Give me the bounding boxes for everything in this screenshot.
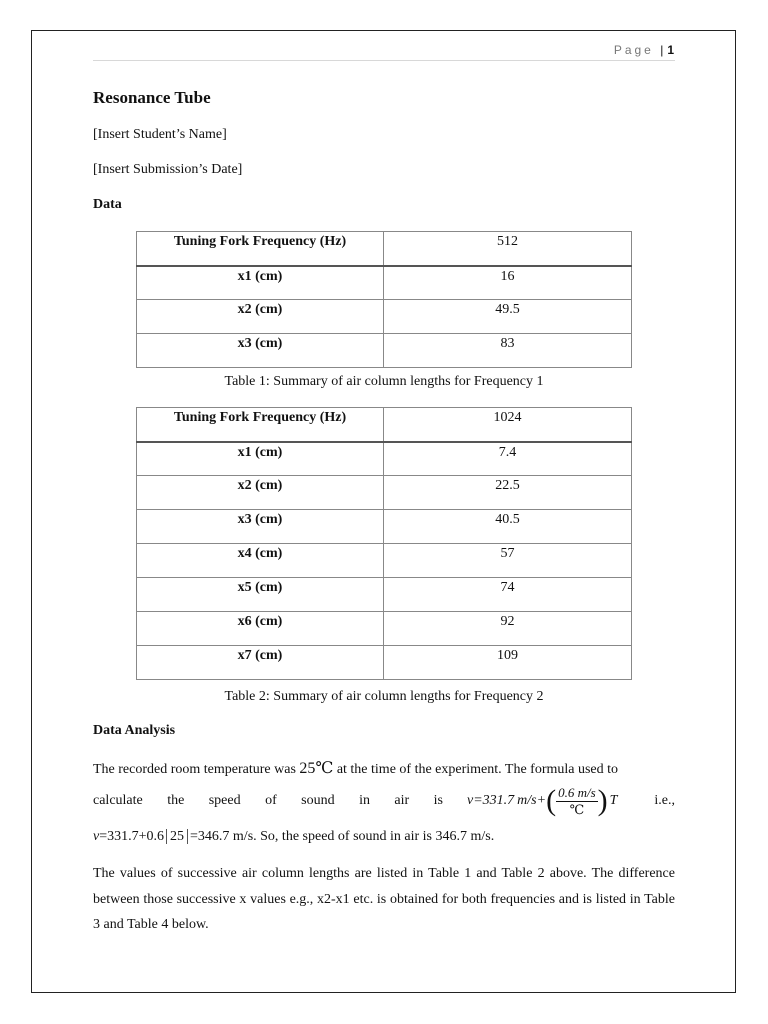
row-value: 16 [384, 266, 632, 300]
row-label: x6 (cm) [137, 612, 384, 646]
row-label: x2 (cm) [137, 300, 384, 334]
line3-v: v [93, 829, 100, 844]
data-analysis-heading: Data Analysis [93, 723, 176, 738]
analysis-paragraph-2: The values of successive air column lengths are listed in Table 1 and Table 2 above. The difference between those successive x values e.g., x2-x1 etc. is obtained for both frequencies and is listed in Table 3 and Table 4 below. [93, 866, 675, 932]
row-value: 7.4 [384, 442, 632, 476]
row-label: x1 (cm) [137, 442, 384, 476]
row-value: 92 [384, 612, 632, 646]
fraction-denominator: ℃ [569, 801, 585, 817]
analysis-text-b: at the time of the experiment. The formula used to [336, 762, 619, 777]
table-1-caption: Table 1: Summary of air column lengths for Frequency 1 [224, 374, 544, 389]
page-word: Page [613, 43, 654, 57]
row-value: 109 [384, 646, 632, 680]
table-frequency-2 [136, 407, 632, 680]
header-rule [93, 60, 675, 61]
table-row [137, 442, 632, 476]
formula-unit: m/s+ [517, 793, 547, 808]
row-value: 83 [384, 334, 632, 368]
table-row [137, 578, 632, 612]
formula-T: T [609, 793, 618, 808]
row-value: 74 [384, 578, 632, 612]
table-row [137, 476, 632, 510]
calc-word: is [433, 793, 443, 808]
row-label: x5 (cm) [137, 578, 384, 612]
calc-word: calculate [93, 793, 143, 808]
formula-lhs: v=331.7 [467, 793, 515, 808]
paren-right: ) [597, 784, 608, 817]
line3-abs: 25 [166, 829, 188, 844]
line3-rest: =331.7+0.6 [99, 829, 165, 844]
table-row [137, 334, 632, 368]
ie-text: i.e., [654, 793, 675, 808]
table-row [137, 408, 632, 442]
document-title: Resonance Tube [93, 88, 211, 107]
row-value: 57 [384, 544, 632, 578]
row-label: x2 (cm) [137, 476, 384, 510]
student-name: [Insert Student’s Name] [93, 127, 227, 142]
data-heading: Data [93, 197, 122, 212]
row-value: 40.5 [384, 510, 632, 544]
fraction-numerator: 0.6 m/s [558, 784, 596, 800]
submission-date: [Insert Submission’s Date] [93, 162, 243, 177]
table-row [137, 232, 632, 266]
paren-left: ( [546, 784, 557, 817]
row-label: Tuning Fork Frequency (Hz) [137, 408, 384, 442]
calc-word: in [359, 793, 370, 808]
calc-word: of [265, 793, 277, 808]
row-value: 22.5 [384, 476, 632, 510]
page-header [614, 43, 674, 57]
calc-word: the [167, 793, 185, 808]
row-label: x4 (cm) [137, 544, 384, 578]
row-value: 1024 [384, 408, 632, 442]
row-label: x3 (cm) [137, 510, 384, 544]
analysis-line-1 [93, 758, 675, 778]
row-label: Tuning Fork Frequency (Hz) [137, 232, 384, 266]
analysis-line-3 [93, 829, 675, 845]
row-label: x3 (cm) [137, 334, 384, 368]
table-row [137, 612, 632, 646]
line3-end: =346.7 m/s. So, the speed of sound in air is 346.7 m/s. [190, 829, 495, 844]
table-frequency-1 [136, 231, 632, 368]
table-2-caption: Table 2: Summary of air column lengths for Frequency 2 [224, 689, 544, 704]
table-row [137, 266, 632, 300]
table-row [137, 646, 632, 680]
row-value: 512 [384, 232, 632, 266]
table-row [137, 300, 632, 334]
calc-word: air [394, 793, 410, 808]
calc-words [93, 793, 443, 809]
page-number: 1 [667, 43, 674, 57]
row-value: 49.5 [384, 300, 632, 334]
page-separator: | [660, 43, 664, 57]
table-row [137, 510, 632, 544]
temperature-value: 25℃ [299, 760, 334, 777]
analysis-text-a: The recorded room temperature was [93, 762, 296, 777]
speed-formula [467, 784, 617, 818]
row-label: x1 (cm) [137, 266, 384, 300]
calc-word: sound [301, 793, 335, 808]
table-frequency-2-body [137, 408, 632, 680]
table-row [137, 544, 632, 578]
analysis-line-2 [93, 782, 675, 820]
table-frequency-1-body [137, 232, 632, 368]
formula-fraction [556, 785, 598, 818]
row-label: x7 (cm) [137, 646, 384, 680]
calc-word: speed [208, 793, 241, 808]
